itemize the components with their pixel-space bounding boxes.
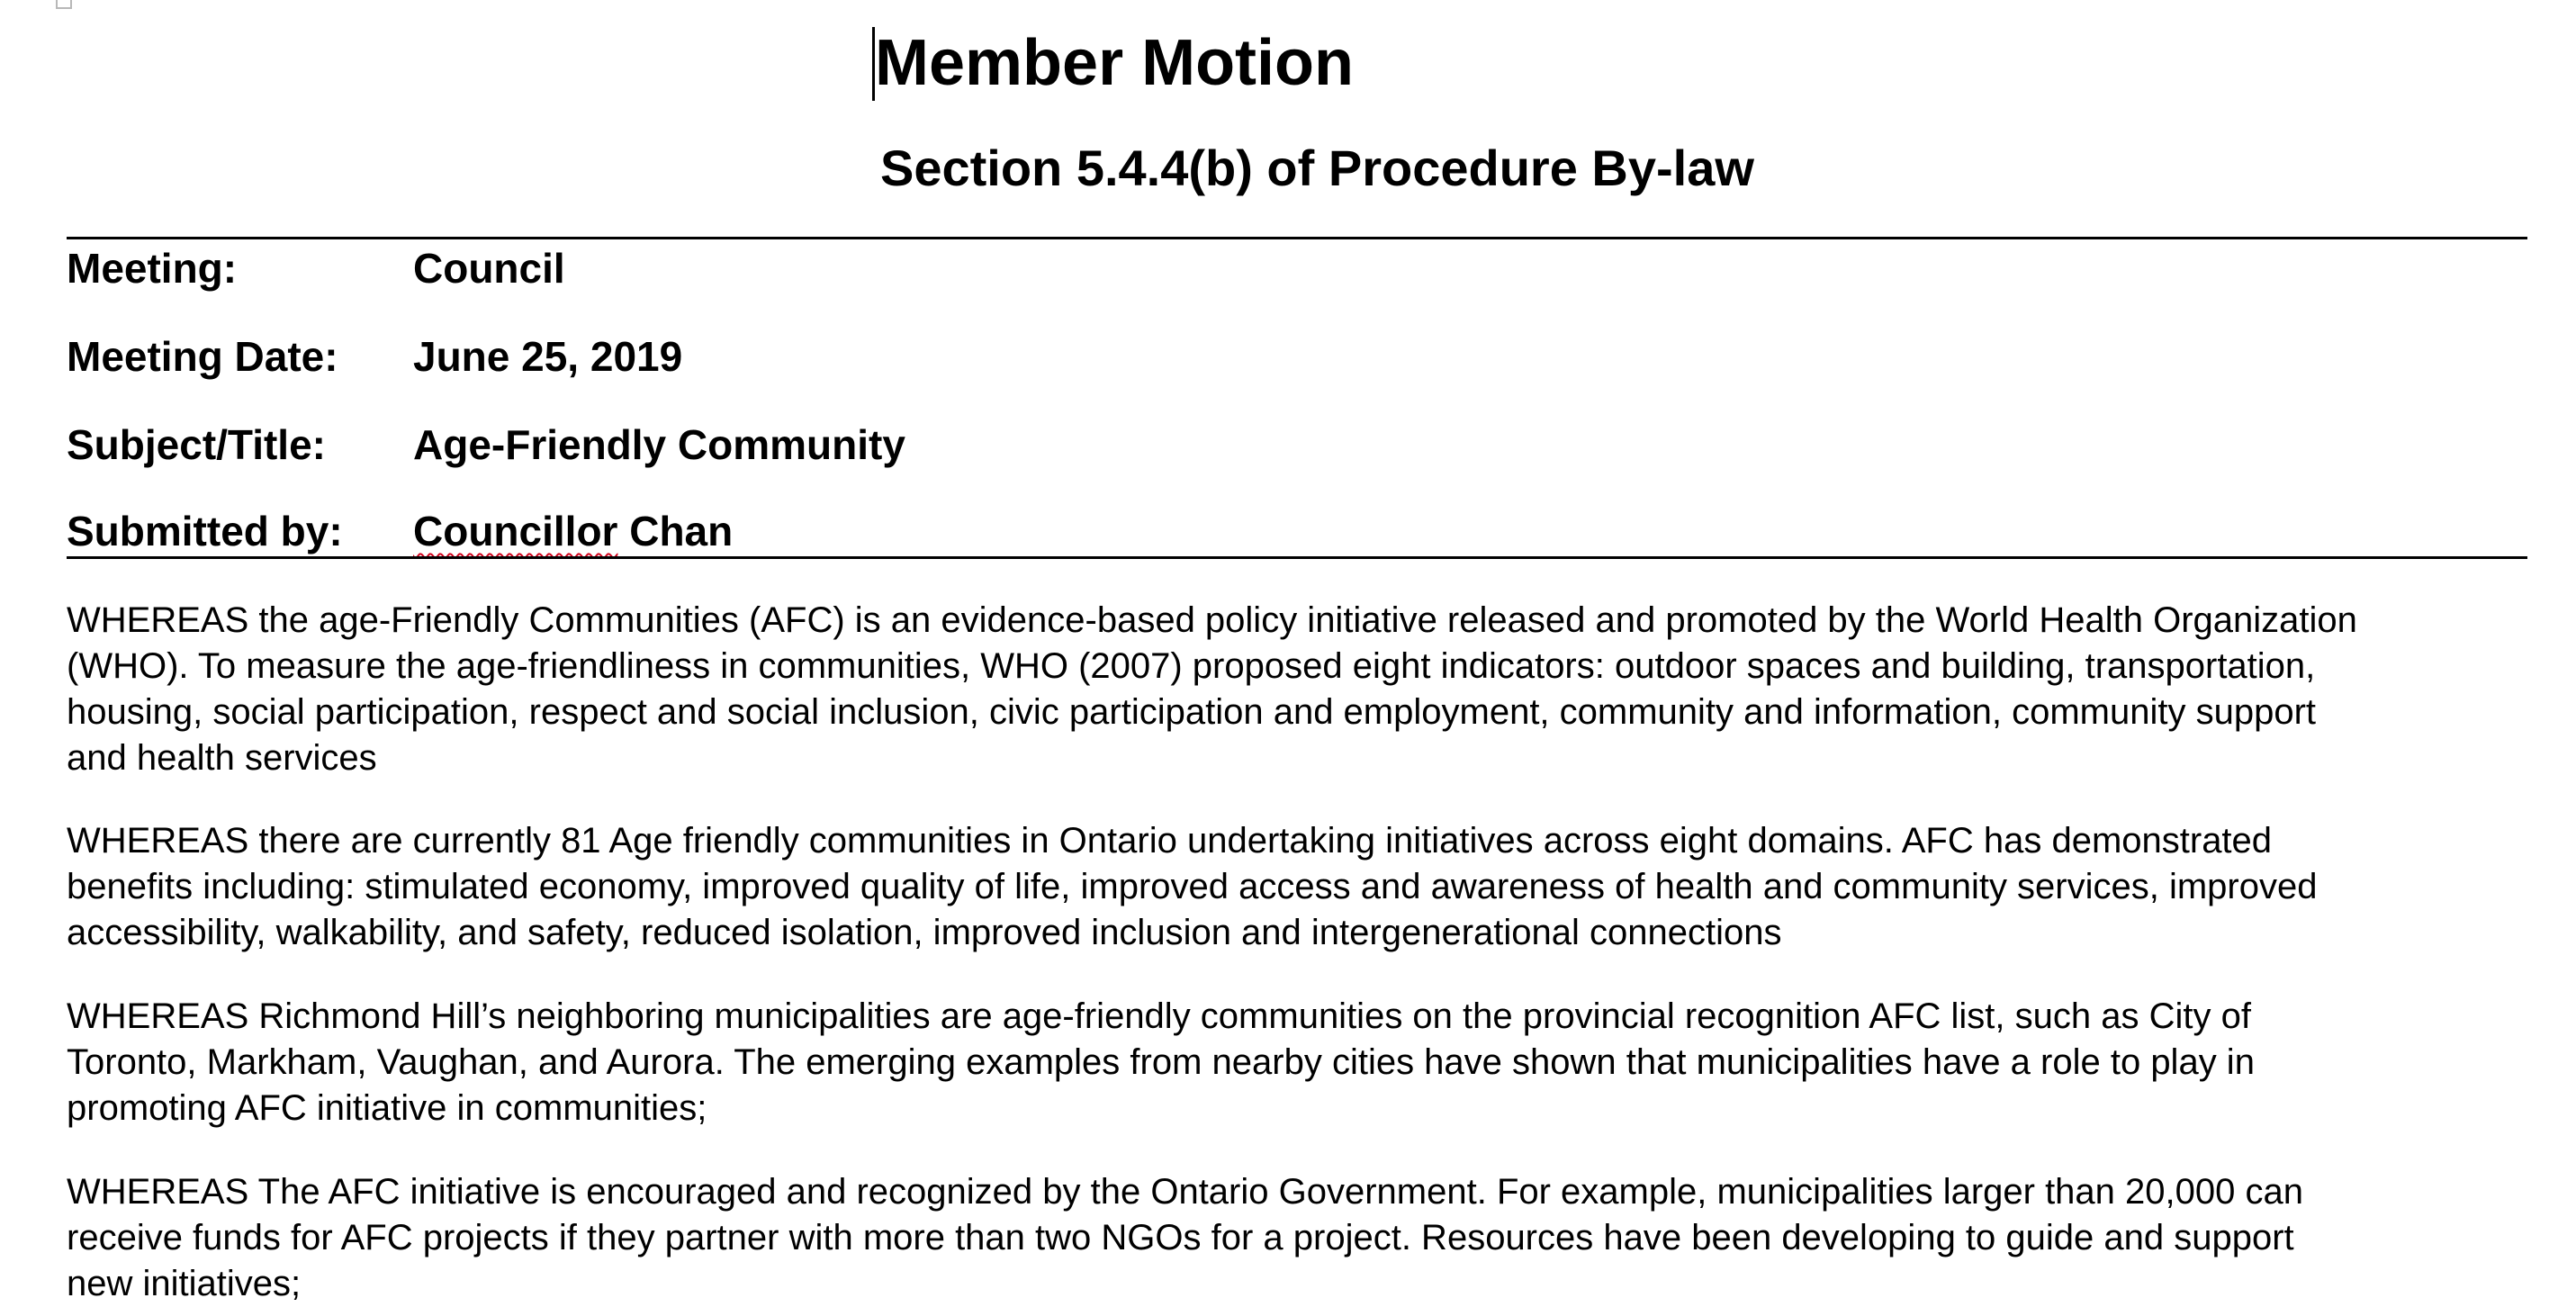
paragraph-line: new initiatives; [67,1264,302,1303]
paragraph-line: benefits including: stimulated economy, improved quality of life, improved access and awareness of health and community services, improved [67,867,2318,906]
whereas-paragraph-4[interactable] [67,1169,2533,1307]
paragraph-line: WHEREAS there are currently 81 Age friendly communities in Ontario undertaking initiatives across eight domains. AFC has demonstrated [67,821,2273,861]
paragraph-line: Toronto, Markham, Vaughan, and Aurora. The emerging examples from nearby cities have shown that municipalities have a role to play in [67,1042,2255,1082]
whereas-paragraph-3[interactable] [67,994,2533,1131]
paragraph-line: receive funds for AFC projects if they partner with more than two NGOs for a project. Resources have been developing to guide and support [67,1218,2294,1257]
document-title[interactable]: Member Motion [875,27,1354,99]
page-corner-marker [56,0,72,9]
meta-value[interactable]: June 25, 2019 [413,333,683,380]
spellcheck-flagged-word[interactable]: Councillor [413,508,618,554]
meta-label[interactable]: Subject/Title: [67,421,326,468]
header-bottom-rule [67,556,2527,559]
paragraph-line: WHEREAS Richmond Hill’s neighboring municipalities are age-friendly communities on the provincial recognition AFC list, such as City of [67,996,2251,1036]
whereas-paragraph-2[interactable] [67,818,2533,956]
meta-value[interactable]: Council [413,245,565,292]
meta-label[interactable]: Submitted by: [67,508,343,554]
meta-value-rest[interactable]: Chan [617,508,734,554]
paragraph-line: and health services [67,738,377,778]
paragraph-line: promoting AFC initiative in communities; [67,1088,707,1128]
meta-label[interactable]: Meeting: [67,245,238,292]
meta-value[interactable] [413,502,733,560]
meta-label[interactable]: Meeting Date: [67,333,338,380]
paragraph-line: WHEREAS the age-Friendly Communities (AFC) is an evidence-based policy initiative released and promoted by the World Health Organization [67,600,2357,640]
paragraph-line: WHEREAS The AFC initiative is encouraged and recognized by the Ontario Government. For example, municipalities larger than 20,000 can [67,1172,2303,1212]
meta-value[interactable]: Age-Friendly Community [413,421,905,468]
paragraph-line: housing, social participation, respect and social inclusion, civic participation and employment, community and information, community support [67,692,2317,732]
document-subtitle[interactable]: Section 5.4.4(b) of Procedure By-law [880,140,1754,196]
paragraph-line: accessibility, walkability, and safety, reduced isolation, improved inclusion and intergenerational connections [67,913,1782,952]
paragraph-line: (WHO). To measure the age-friendliness in communities, WHO (2007) proposed eight indicators: outdoor spaces and building, transportation, [67,646,2316,686]
whereas-paragraph-1[interactable] [67,598,2533,781]
